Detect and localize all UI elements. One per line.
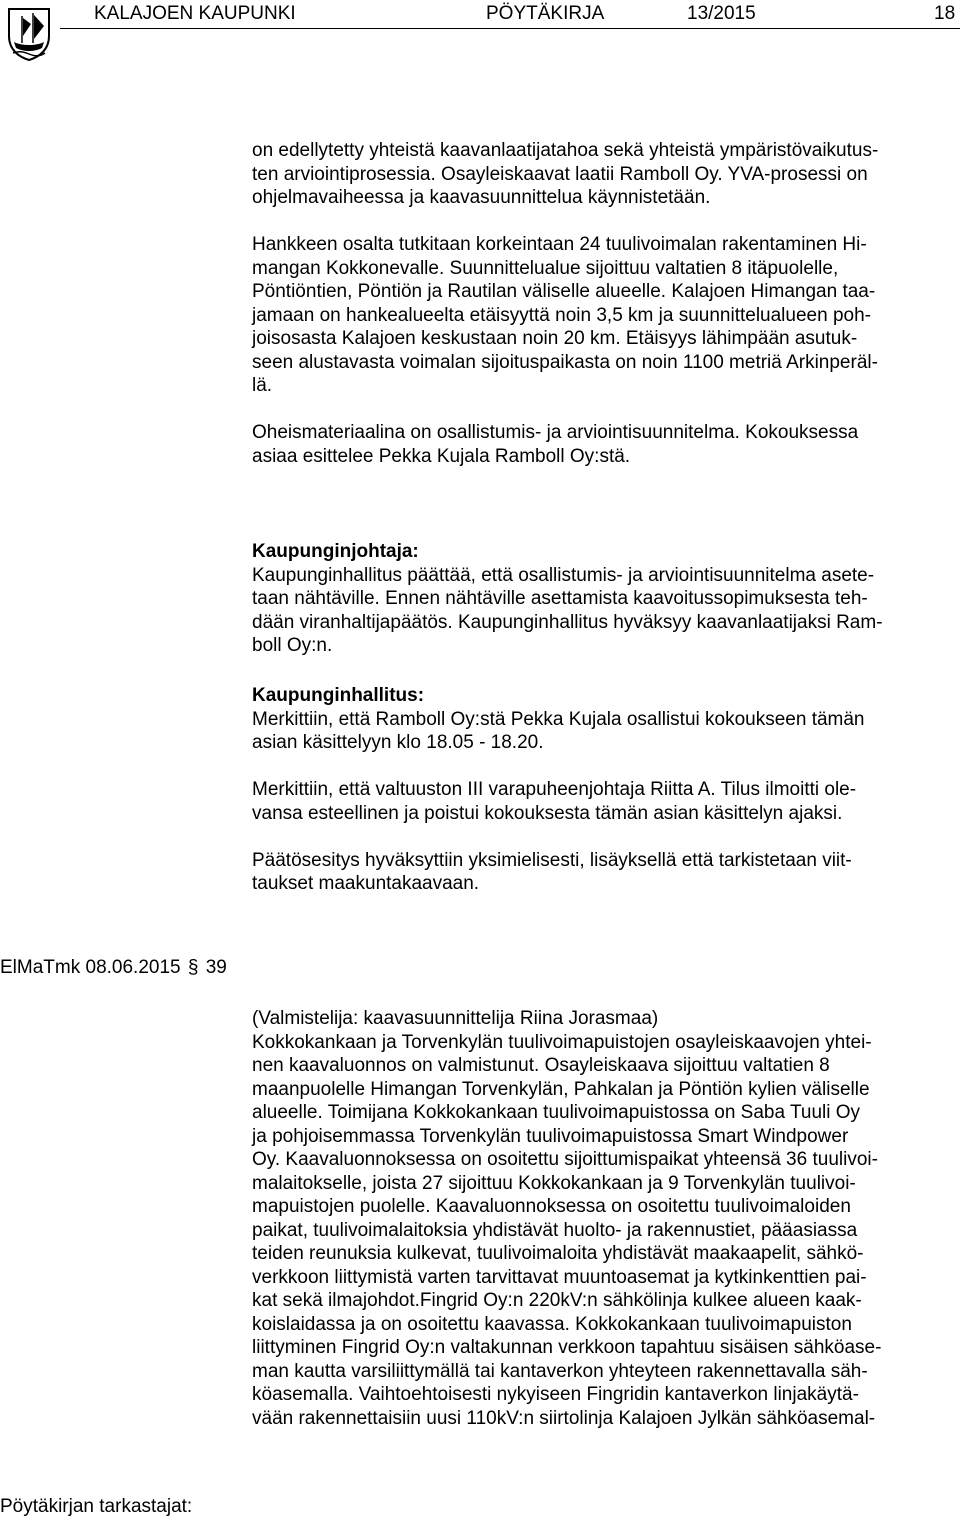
decision-line: asian käsittelyyn klo 18.05 - 18.20. xyxy=(252,732,544,753)
city-coat-of-arms-icon xyxy=(6,6,52,62)
page-number: 18 xyxy=(934,3,956,24)
decision-line: taukset maakuntakaavaan. xyxy=(252,873,480,894)
upper-text-line: seen alustavasta voimalan sijoituspaikasta on noin 1100 metriä Arkinperäl- xyxy=(252,351,878,373)
lower-text-line: mapuistojen puolelle. Kaavaluonnoksessa on osoitettu tuulivoimaloiden xyxy=(252,1196,851,1217)
minutes-reviewers-label: Pöytäkirjan tarkastajat: xyxy=(0,1496,193,1517)
proposal-heading: Kaupunginjohtaja: xyxy=(252,541,419,562)
lower-text-line: malaitokselle, joista 27 sijoittuu Kokkokankaan ja 9 Torvenkylän tuulivoi- xyxy=(252,1172,856,1194)
proposal-block xyxy=(252,540,883,658)
lower-text-line: teiden reunuksia kulkevat, tuulivoimaloita yhdistävät maakaapelit, sähkö- xyxy=(252,1243,864,1264)
upper-text-line: jamaan on hankealueelta etäisyyttä noin 3,5 km ja suunnittelualueen poh- xyxy=(252,304,871,326)
upper-text-line: lä. xyxy=(252,375,273,396)
lower-text-line: ja pohjoisemmassa Torvenkylän tuulivoimapuistossa Smart Windpower xyxy=(252,1125,849,1147)
upper-text-line: Oheismateriaalina on osallistumis- ja arviointisuunnitelma. Kokouksessa xyxy=(252,422,859,443)
decision-line: Merkittiin, että valtuuston III varapuheenjohtaja Riitta A. Tilus ilmoitti ole- xyxy=(252,779,857,800)
decision-line: vansa esteellinen ja poistui kokouksesta tämän asian käsittelyn ajaksi. xyxy=(252,802,843,824)
section-sign-icon: § xyxy=(187,957,199,978)
lower-text-line: paikat, tuulivoimalaitoksia yhdistävät huolto- ja rakennustiet, pääasiassa xyxy=(252,1219,858,1241)
decision-line: Merkittiin, että Ramboll Oy:stä Pekka Kujala osallistui kokoukseen tämän xyxy=(252,708,865,730)
upper-text-line: ten arviointiprosessia. Osayleiskaavat laatii Ramboll Oy. YVA-prosessi on xyxy=(252,163,868,185)
lower-text-line: maanpuolelle Himangan Torvenkylän, Pahkalan ja Pöntiön kylien väliselle xyxy=(252,1078,870,1100)
lower-text-line: alueelle. Toimijana Kokkokankaan tuulivoimapuistossa on Saba Tuuli Oy xyxy=(252,1102,861,1123)
proposal-line: boll Oy:n. xyxy=(252,635,333,656)
lower-text-line: (Valmistelija: kaavasuunnittelija Riina Jorasmaa) xyxy=(252,1008,659,1029)
document-type: PÖYTÄKIRJA xyxy=(486,3,605,24)
lower-text-line: Kokkokankaan ja Torvenkylän tuulivoimapuistojen osayleiskaavojen yhtei- xyxy=(252,1031,872,1053)
lower-text-line: köasemalla. Vaihtoehtoisesti nykyiseen Fingridin kantaverkon linjakäytä- xyxy=(252,1384,859,1405)
lower-text-line: kat sekä ilmajohdot.Fingrid Oy:n 220kV:n sähkölinja kulkee alueen kaak- xyxy=(252,1290,862,1311)
upper-text-line: joisosasta Kalajoen keskustaan noin 20 km. Etäisyys lähimpään asutuk- xyxy=(252,328,858,349)
section-prefix: ElMaTmk 08.06.2015 xyxy=(0,957,181,978)
upper-text-line: Hankkeen osalta tutkitaan korkeintaan 24 tuulivoimalan rakentaminen Hi- xyxy=(252,234,867,255)
lower-text-line: man kautta varsiliittymällä tai kantaverkon yhteyteen rakennettavalla säh- xyxy=(252,1360,868,1382)
proposal-line: dään viranhaltijapäätös. Kaupunginhallitus hyväksyy kaavanlaatijaksi Ram- xyxy=(252,611,883,633)
header-divider xyxy=(60,28,960,29)
upper-text-line: ohjelmavaiheessa ja kaavasuunnittelua käynnistetään. xyxy=(252,187,711,208)
section-reference xyxy=(0,957,227,979)
decision-heading: Kaupunginhallitus: xyxy=(252,685,425,706)
lower-text-block xyxy=(252,1007,881,1430)
upper-text-line: Pöntiöntien, Pöntiön ja Rautilan väliselle alueelle. Kalajoen Himangan taa- xyxy=(252,281,876,302)
upper-text-line: on edellytetty yhteistä kaavanlaatijatahoa sekä yhteistä ympäristövaikutus- xyxy=(252,140,879,161)
page-header xyxy=(0,0,960,28)
decision-block xyxy=(252,684,865,896)
city-name: KALAJOEN KAUPUNKI xyxy=(94,3,296,24)
lower-text-line: verkkoon liittymistä varten tarvittavat muuntoasemat ja kytkinkenttien pai- xyxy=(252,1266,867,1288)
lower-text-line: Oy. Kaavaluonnoksessa on osoitettu sijoittumispaikat yhteensä 36 tuulivoi- xyxy=(252,1149,878,1170)
document-number: 13/2015 xyxy=(687,3,756,24)
section-number: 39 xyxy=(205,957,227,978)
proposal-line: taan nähtäville. Ennen nähtäville asettamista kaavoitussopimuksesta teh- xyxy=(252,588,868,609)
upper-text-line: asiaa esittelee Pekka Kujala Ramboll Oy:stä. xyxy=(252,445,631,467)
lower-text-line: vään rakennettaisiin uusi 110kV:n siirtolinja Kalajoen Jylkän sähköasemal- xyxy=(252,1407,876,1429)
upper-text-line: mangan Kokkonevalle. Suunnittelualue sijoittuu valtatien 8 itäpuolelle, xyxy=(252,257,839,279)
lower-text-line: nen kaavaluonnos on valmistunut. Osayleiskaava sijoittuu valtatien 8 xyxy=(252,1055,830,1076)
lower-text-line: koislaidassa ja on osoitettu kaavassa. Kokkokankaan tuulivoimapuiston xyxy=(252,1313,852,1335)
upper-text-block xyxy=(252,139,878,468)
proposal-line: Kaupunginhallitus päättää, että osallistumis- ja arviointisuunnitelma asete- xyxy=(252,564,875,586)
decision-line: Päätösesitys hyväksyttiin yksimielisesti, lisäyksellä että tarkistetaan viit- xyxy=(252,849,852,871)
lower-text-line: liittyminen Fingrid Oy:n valtakunnan verkkoon tapahtuu sisäisen sähköase- xyxy=(252,1337,882,1358)
